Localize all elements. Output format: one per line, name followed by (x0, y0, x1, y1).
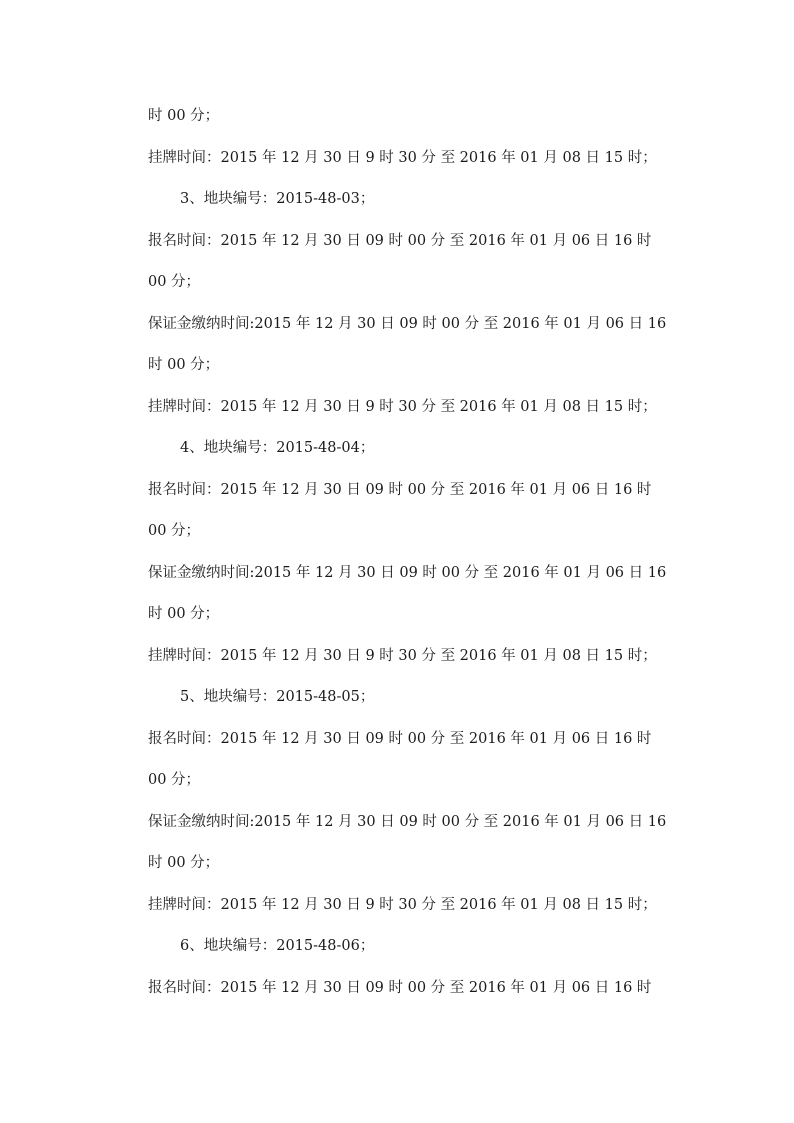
parcel-heading: 5、地块编号：2015-48-05； (180, 689, 375, 705)
paragraph-line: 时 00 分； (148, 357, 220, 373)
paragraph-line: 报名时间：2015 年 12 月 30 日 09 时 00 分 至 2016 年 01 月 06 日 16 时 (148, 730, 652, 747)
paragraph-line: 挂牌时间：2015 年 12 月 30 日 9 时 30 分 至 2016 年 01 月 08 日 15 时； (148, 647, 657, 664)
paragraph-line: 00 分； (148, 523, 201, 539)
paragraph-line: 时 00 分； (148, 855, 220, 871)
parcel-heading: 3、地块编号：2015-48-03； (180, 191, 375, 207)
paragraph-line: 挂牌时间：2015 年 12 月 30 日 9 时 30 分 至 2016 年 01 月 08 日 15 时； (148, 896, 657, 913)
paragraph-line: 保证金缴纳时间:2015 年 12 月 30 日 09 时 00 分 至 2016 年 01 月 06 日 16 (148, 564, 667, 581)
paragraph-line: 报名时间：2015 年 12 月 30 日 09 时 00 分 至 2016 年 01 月 06 日 16 时 (148, 481, 652, 498)
paragraph-line: 报名时间：2015 年 12 月 30 日 09 时 00 分 至 2016 年 01 月 06 日 16 时 (148, 979, 652, 996)
paragraph-line: 报名时间：2015 年 12 月 30 日 09 时 00 分 至 2016 年 01 月 06 日 16 时 (148, 232, 652, 249)
paragraph-line: 时 00 分； (148, 108, 220, 124)
paragraph-line: 00 分； (148, 274, 201, 290)
paragraph-line: 00 分； (148, 772, 201, 788)
parcel-heading: 6、地块编号：2015-48-06； (180, 938, 375, 954)
paragraph-line: 挂牌时间：2015 年 12 月 30 日 9 时 30 分 至 2016 年 01 月 08 日 15 时； (148, 398, 657, 415)
parcel-heading: 4、地块编号：2015-48-04； (180, 440, 375, 456)
paragraph-line: 挂牌时间：2015 年 12 月 30 日 9 时 30 分 至 2016 年 01 月 08 日 15 时； (148, 149, 657, 166)
paragraph-line: 时 00 分； (148, 606, 220, 622)
paragraph-line: 保证金缴纳时间:2015 年 12 月 30 日 09 时 00 分 至 2016 年 01 月 06 日 16 (148, 315, 667, 332)
paragraph-line: 保证金缴纳时间:2015 年 12 月 30 日 09 时 00 分 至 2016 年 01 月 06 日 16 (148, 813, 667, 830)
